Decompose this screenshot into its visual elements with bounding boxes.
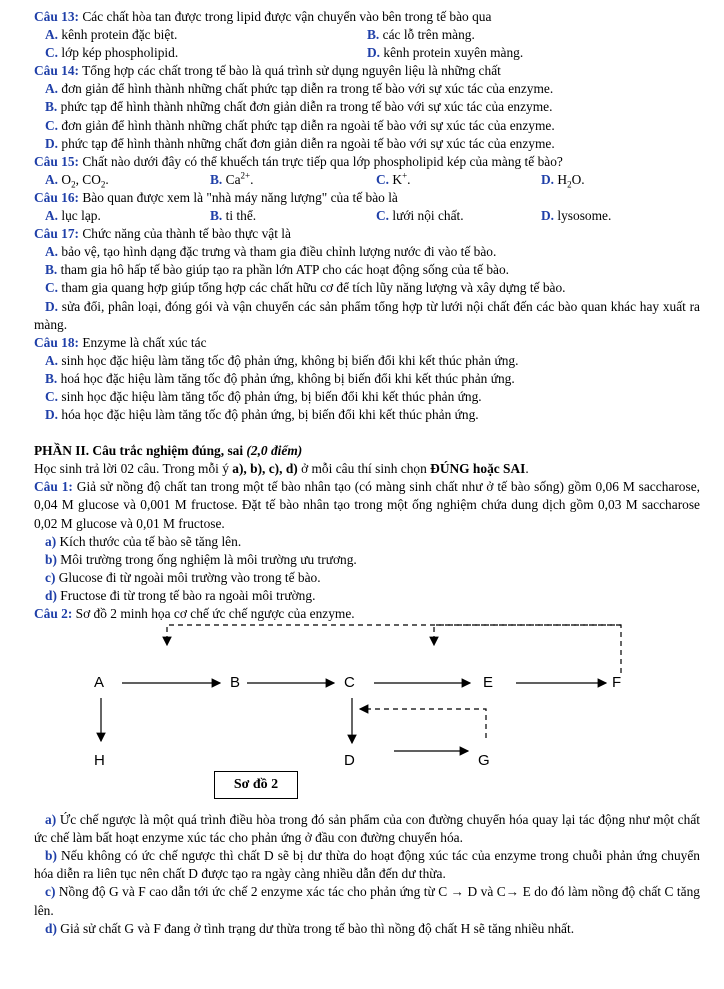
question-17	[34, 225, 700, 243]
node-g: G	[478, 752, 490, 770]
option-letter: B.	[367, 27, 380, 43]
statement-letter: d)	[45, 587, 57, 603]
option-letter: A.	[45, 244, 59, 260]
question-label: Câu 14:	[34, 63, 80, 79]
option-d: kênh protein xuyên màng.	[383, 45, 524, 61]
option-letter: C.	[45, 117, 59, 133]
option-a: lục lạp.	[61, 208, 101, 224]
option-d	[34, 298, 700, 334]
option-letter: C.	[376, 208, 390, 224]
option-letter: C.	[45, 280, 59, 296]
question-label: Câu 18:	[34, 334, 80, 350]
statement-letter: b)	[45, 848, 57, 864]
question-15	[34, 153, 700, 171]
question-label: Câu 2:	[34, 606, 73, 621]
option-text: hóa học đặc hiệu làm tăng tốc độ phản ứng, bị biến đổi khi kết thúc phản ứng.	[61, 407, 479, 423]
option-text: sinh học đặc hiệu làm tăng tốc độ phản ứng, bị biến đổi khi kết thúc phản ứng.	[61, 388, 482, 404]
statement-letter: d)	[45, 920, 57, 936]
question-text: Enzyme là chất xúc tác	[79, 334, 207, 350]
question-16	[34, 189, 700, 207]
option-letter: B.	[45, 99, 58, 115]
question-text: Tổng hợp các chất trong tế bào là quá trình sử dụng nguyên liệu là những chất	[79, 63, 501, 79]
option-text: đơn giản để hình thành những chất phức tạp diễn ra ngoài tế bào với sự xúc tác của enzyme.	[61, 117, 555, 133]
option-text: tham gia quang hợp giúp tổng hợp các chất hữu cơ để tích lũy năng lượng và xây dựng tế bào.	[61, 280, 566, 296]
question-text: Chức năng của thành tế bào thực vật là	[79, 226, 291, 242]
q13-options-row1	[34, 26, 700, 44]
statement-d	[34, 587, 700, 605]
option-a	[34, 243, 700, 261]
option-letter: A.	[45, 81, 59, 97]
statement-letter: a)	[45, 812, 57, 828]
exam-page	[34, 8, 700, 938]
option-b: ti thể.	[225, 208, 257, 224]
option-d	[34, 406, 700, 424]
option-text: phức tạp để hình thành những chất đơn giản diễn ra trong tế bào với sự xúc tác của enzyme.	[60, 99, 553, 115]
option-b: các lỗ trên màng.	[382, 27, 475, 43]
option-letter: D.	[541, 171, 555, 187]
q15-options	[34, 171, 700, 189]
question-13	[34, 8, 700, 26]
statement-a	[34, 533, 700, 551]
section-title: PHẦN II. Câu trắc nghiệm đúng, sai (2,0 điểm)	[34, 443, 303, 459]
statement-b	[34, 551, 700, 569]
option-letter: A.	[45, 171, 59, 187]
option-letter: A.	[45, 352, 59, 368]
question-text: Bào quan được xem là "nhà máy năng lượng" của tế bào là	[79, 189, 398, 205]
option-a: $O_2$, $CO_2$.	[61, 171, 109, 190]
statement-text: Môi trường trong ống nghiệm là môi trường ưu trương.	[60, 551, 357, 567]
option-letter: D.	[45, 407, 59, 423]
option-d: $H_2O$.	[557, 171, 585, 190]
statement-letter: c)	[45, 884, 56, 900]
option-c: lưới nội chất.	[392, 208, 464, 224]
statement-b	[34, 847, 700, 883]
statement-text: Nếu không có ức chế ngược thì chất D sẽ bị dư thừa do hoạt động xúc tác của enzyme trong chuỗi phản ứng chuyển hóa diễn ra liên tục nên chất D được tạo ra ngày càng nhiều dẫn đến dư thừa.	[34, 848, 700, 882]
node-c: C	[344, 674, 355, 692]
diagram-caption: Sơ đồ 2	[214, 771, 298, 799]
option-b	[34, 370, 700, 388]
statement-text: Nồng độ G và F cao dẫn tới ức chế 2 enzyme xác tác cho phản ứng từ C → D và C→ E do đó làm nồng độ chất C tăng lên.	[34, 884, 700, 918]
option-d: lysosome.	[557, 208, 612, 224]
option-text: tham gia hô hấp tế bào giúp tạo ra phần lớn ATP cho các hoạt động sống của tế bào.	[60, 262, 509, 278]
statement-c	[34, 883, 700, 919]
option-letter: D.	[45, 298, 59, 314]
statement-letter: a)	[45, 533, 57, 549]
statement-text: Kích thước của tế bào sẽ tăng lên.	[59, 533, 242, 549]
part2-question-2	[34, 605, 700, 623]
option-c	[34, 117, 700, 135]
option-letter: B.	[210, 171, 223, 187]
statement-letter: c)	[45, 569, 56, 585]
statement-text: Glucose đi từ ngoài môi trường vào trong tế bào.	[58, 569, 321, 585]
option-b	[34, 98, 700, 116]
section-instructions: Học sinh trả lời 02 câu. Trong mỗi ý a), b), c), d) ở mỗi câu thí sinh chọn ĐÚNG hoặc SAI.	[34, 461, 529, 477]
option-text: phức tạp để hình thành những chất đơn giản diễn ra ngoài tế bào với sự xúc tác của enzyme.	[61, 135, 555, 151]
option-c	[34, 279, 700, 297]
question-text: Chất nào dưới đây có thể khuếch tán trực tiếp qua lớp phospholipid kép của màng tế bào?	[79, 153, 563, 169]
option-text: sinh học đặc hiệu làm tăng tốc độ phản ứng, không bị biến đổi khi kết thúc phản ứng.	[61, 352, 519, 368]
option-letter: C.	[45, 45, 59, 61]
option-letter: A.	[45, 208, 59, 224]
option-letter: B.	[45, 262, 58, 278]
option-letter: C.	[45, 388, 59, 404]
feedback-inhibition-diagram	[34, 623, 700, 811]
option-text: đơn giản để hình thành những chất phức tạp diễn ra trong tế bào với sự xúc tác của enzyme.	[61, 81, 554, 97]
node-d: D	[344, 752, 355, 770]
option-d	[34, 135, 700, 153]
option-letter: B.	[45, 370, 58, 386]
statement-text: Giả sử chất G và F đang ở tình trạng dư thừa trong tế bào thì nồng độ chất H sẽ tăng nhiều nhất.	[60, 920, 575, 936]
option-text: hoá học đặc hiệu làm tăng tốc độ phản ứng, không bị biến đổi khi kết thúc phản ứng.	[60, 370, 515, 386]
question-text: Sơ đồ 2 minh họa cơ chế ức chế ngược của enzyme.	[72, 606, 355, 621]
option-text: sửa đổi, phân loại, đóng gói và vận chuyển các sản phẩm tổng hợp từ lưới nội chất đến các bào quan khác hay xuất ra màng.	[34, 298, 700, 332]
option-c: lớp kép phospholipid.	[61, 45, 179, 61]
question-18	[34, 334, 700, 352]
node-b: B	[230, 674, 241, 692]
question-label: Câu 17:	[34, 226, 80, 242]
option-c: K+.	[392, 170, 411, 187]
question-14	[34, 62, 700, 80]
option-letter: C.	[376, 171, 390, 187]
statement-c	[34, 569, 700, 587]
statement-a	[34, 811, 700, 847]
option-a	[34, 352, 700, 370]
statement-text: Fructose đi từ trong tế bào ra ngoài môi trường.	[60, 587, 316, 603]
q16-options	[34, 207, 700, 225]
statement-text: Ức chế ngược là một quá trình điều hòa trong đó sản phẩm của con đường chuyển hóa quay lại tác động như một chất ức chế làm bất hoạt enzyme xúc tác cho phản ứng ở đầu con đường chuyển hóa.	[34, 812, 700, 846]
option-c	[34, 388, 700, 406]
option-letter: D.	[45, 135, 59, 151]
option-letter: B.	[210, 208, 223, 224]
question-label: Câu 1:	[34, 479, 73, 495]
statement-letter: b)	[45, 551, 57, 567]
question-text: Các chất hòa tan được trong lipid được vận chuyển vào bên trong tế bào qua	[79, 9, 492, 24]
q13-options-row2	[34, 44, 700, 62]
statement-d	[34, 920, 700, 938]
part2-question-1	[34, 478, 700, 532]
option-letter: D.	[367, 45, 381, 61]
question-label: Câu 13:	[34, 9, 80, 24]
question-label: Câu 15:	[34, 153, 80, 169]
diagram-arrows	[34, 623, 700, 811]
option-letter: D.	[541, 208, 555, 224]
node-a: A	[94, 674, 105, 692]
option-b: $Ca^{2+}$.	[225, 170, 254, 187]
option-letter: A.	[45, 27, 59, 43]
option-b	[34, 261, 700, 279]
node-e: E	[483, 674, 494, 692]
option-a: kênh protein đặc biệt.	[61, 27, 178, 43]
feedback-f-to-a	[167, 625, 621, 673]
question-label: Câu 16:	[34, 189, 80, 205]
feedback-g-to-c-d	[360, 709, 486, 738]
feedback-f-to-c-e	[434, 625, 621, 645]
option-text: bảo vệ, tạo hình dạng đặc trưng và tham gia điều chỉnh lượng nước đi vào tế bào.	[61, 244, 497, 260]
node-f: F	[612, 674, 622, 692]
node-h: H	[94, 752, 105, 770]
option-a	[34, 80, 700, 98]
question-text: Giả sử nồng độ chất tan trong một tế bào nhân tạo (có màng sinh chất như ở tế bào sống) gồm 0,06 M saccharose, 0,04 M glucose và 0,001 M fructose. Đặt tế bào nhân tạo trong một ống nghiệm chứa dung dịch gồm 0,03 M saccharose 0,02 M glucose và 0,01 M fructose.	[34, 479, 700, 531]
